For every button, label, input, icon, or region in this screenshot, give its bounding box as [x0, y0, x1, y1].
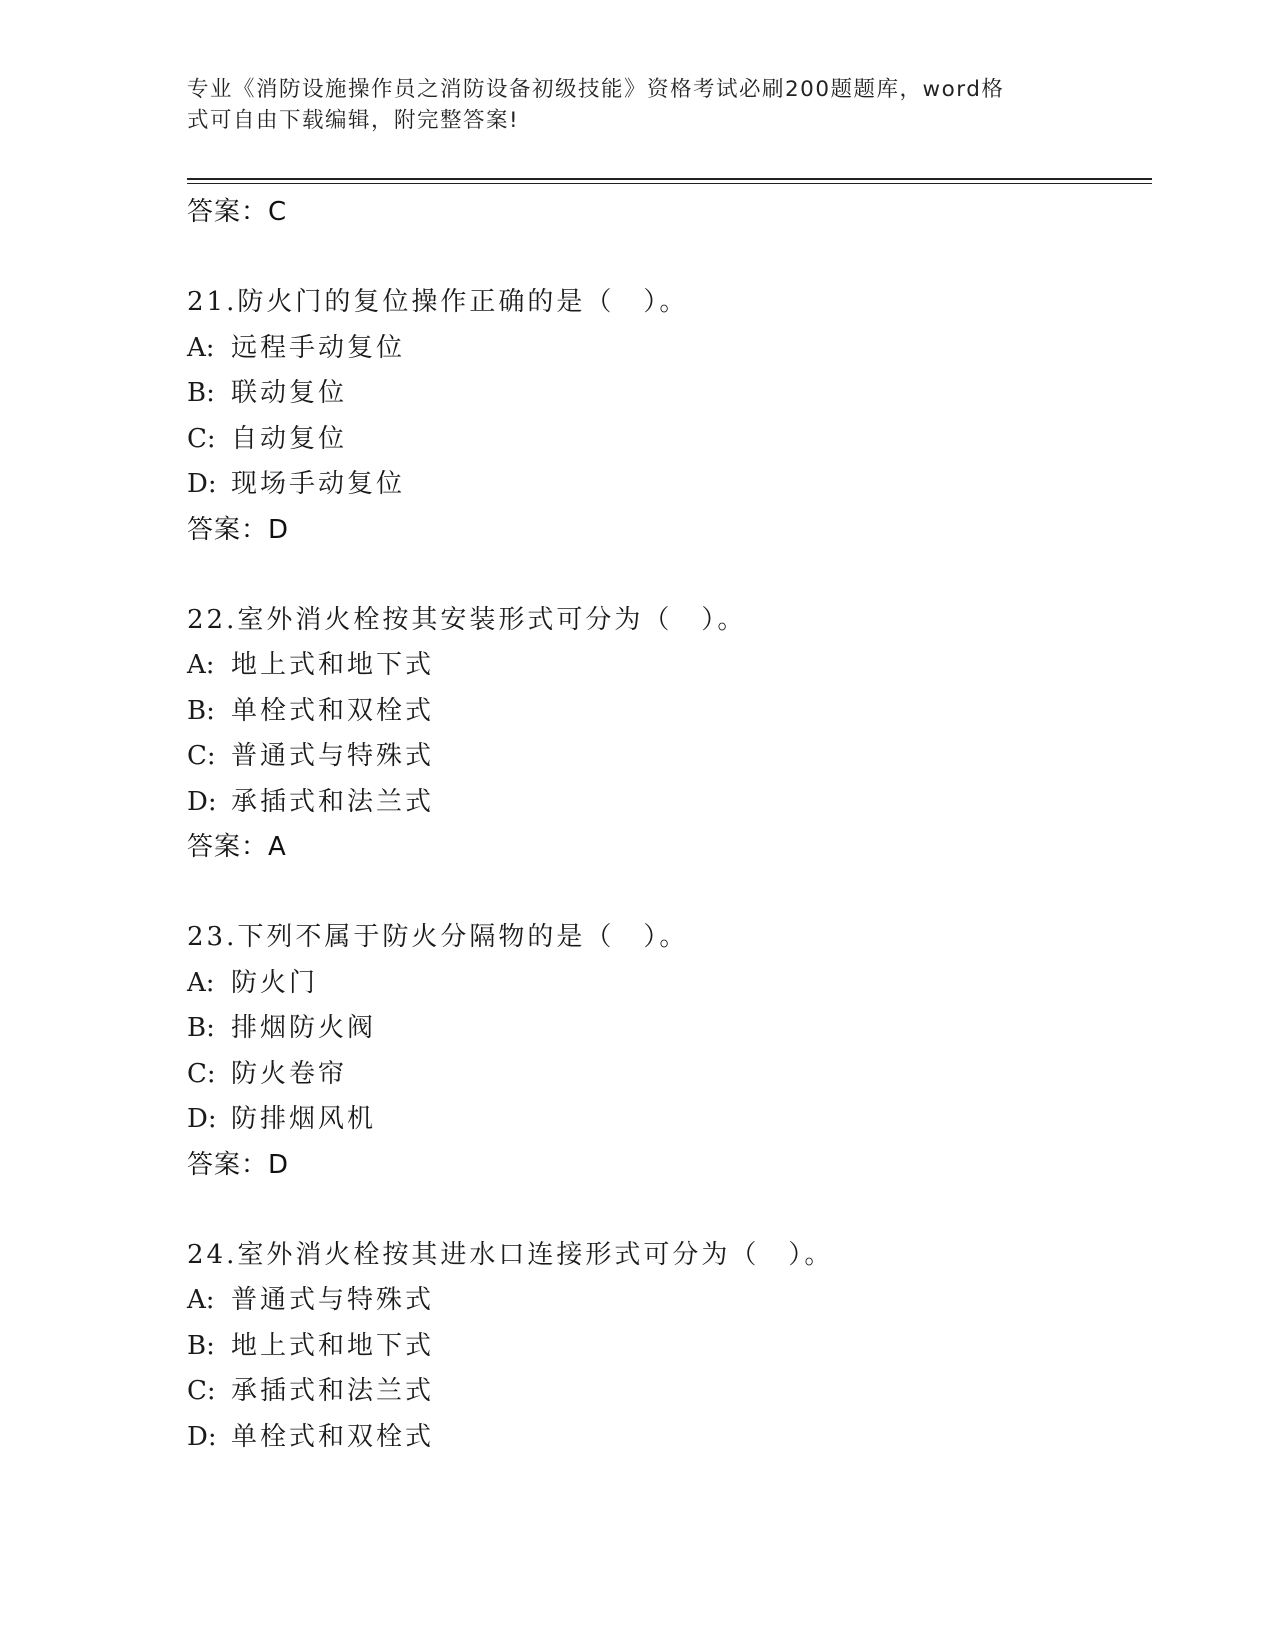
spacer	[187, 553, 1147, 598]
question-block	[187, 598, 1147, 871]
answer-line: 答案：D	[187, 1149, 290, 1180]
option-label: C:	[187, 1058, 216, 1089]
option-b	[187, 689, 1147, 735]
option-label: A:	[187, 967, 215, 998]
header-line-1: 专业《消防设施操作员之消防设备初级技能》资格考试必刷200题题库，word格	[187, 77, 1005, 102]
document-header	[187, 74, 1067, 136]
spacer	[187, 870, 1147, 915]
option-b	[187, 1324, 1147, 1370]
option-text: 远程手动复位	[231, 332, 406, 363]
option-text: 承插式和法兰式	[231, 786, 435, 817]
question-text: 21.防火门的复位操作正确的是（ ）。	[187, 287, 689, 317]
option-text: 自动复位	[231, 423, 348, 454]
option-text: 地上式和地下式	[231, 650, 435, 680]
question-text: 24.室外消火栓按其进水口连接形式可分为（ ）。	[187, 1239, 834, 1270]
option-text: 地上式和地下式	[231, 1330, 435, 1361]
option-label: A:	[187, 650, 215, 680]
question-list	[187, 190, 1147, 1460]
option-text: 承插式和法兰式	[231, 1376, 435, 1406]
option-text: 联动复位	[231, 378, 348, 408]
option-label: B:	[187, 378, 215, 408]
option-label: B:	[187, 695, 215, 726]
option-b	[187, 371, 1147, 417]
option-label: B:	[187, 1330, 215, 1361]
option-text: 排烟防火阀	[231, 1013, 377, 1043]
option-c	[187, 734, 1147, 780]
spacer	[187, 235, 1147, 280]
option-d	[187, 1415, 1147, 1461]
option-c	[187, 1052, 1147, 1098]
option-label: D:	[187, 1421, 217, 1452]
option-label: C:	[187, 423, 216, 454]
option-label: B:	[187, 1013, 215, 1043]
option-d	[187, 462, 1147, 508]
option-text: 普通式与特殊式	[231, 741, 435, 771]
option-text: 单栓式和双栓式	[231, 695, 435, 726]
question-block	[187, 1233, 1147, 1461]
option-a	[187, 1278, 1147, 1324]
option-text: 防排烟风机	[231, 1104, 377, 1134]
answer-line: 答案：D	[187, 514, 290, 545]
option-text: 普通式与特殊式	[231, 1285, 435, 1315]
option-d	[187, 1097, 1147, 1143]
question-text: 23.下列不属于防火分隔物的是（ ）。	[187, 922, 689, 952]
option-a	[187, 643, 1147, 689]
option-b	[187, 1006, 1147, 1052]
answer-line: 答案：A	[187, 832, 287, 862]
option-label: D:	[187, 469, 217, 499]
option-text: 防火门	[231, 967, 319, 998]
question-text: 22.室外消火栓按其安装形式可分为（ ）。	[187, 604, 747, 635]
option-d	[187, 780, 1147, 826]
option-label: C:	[187, 1376, 216, 1406]
option-c	[187, 417, 1147, 463]
option-c	[187, 1369, 1147, 1415]
header-line-2: 式可自由下载编辑，附完整答案!	[187, 108, 520, 133]
header-divider-thin	[187, 183, 1152, 184]
option-label: A:	[187, 1285, 215, 1315]
option-label: C:	[187, 741, 216, 771]
option-a	[187, 326, 1147, 372]
question-block	[187, 280, 1147, 553]
question-block	[187, 915, 1147, 1188]
option-label: A:	[187, 332, 215, 363]
option-label: D:	[187, 1104, 217, 1134]
option-a	[187, 961, 1147, 1007]
option-text: 现场手动复位	[231, 469, 406, 499]
option-label: D:	[187, 786, 217, 817]
spacer	[187, 1188, 1147, 1233]
option-text: 单栓式和双栓式	[231, 1421, 435, 1452]
header-divider-thick	[187, 178, 1152, 180]
answer-line: 答案：C	[187, 197, 288, 227]
option-text: 防火卷帘	[231, 1058, 348, 1089]
